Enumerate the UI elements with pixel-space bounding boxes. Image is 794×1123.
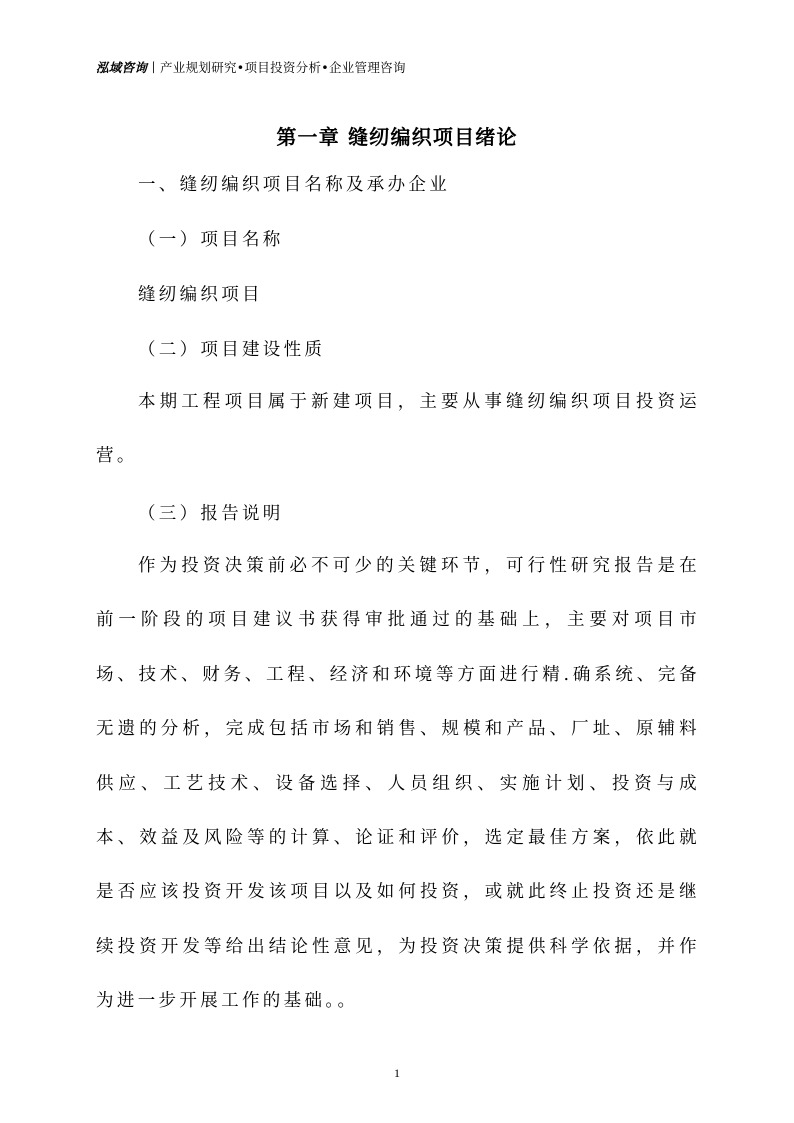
project-name: 缝纫编织项目 xyxy=(138,285,263,305)
section-heading: 一、缝纫编织项目名称及承办企业 xyxy=(138,175,450,195)
subsection-heading-report: （三）报告说明 xyxy=(138,504,284,524)
paragraph-report: 作为投资决策前必不可少的关键环节，可行性研究报告是在前一阶段的项目建议书获得审批通过的基础上，主要对项目市场、技术、财务、工程、经济和环境等方面进行精.确系统、完备无遗的分析，完成包括市场和销售、规模和产品、厂址、原辅料供应、工艺技术、设备选择、人员组织、实施计划、投资与成本、效益及风险等的计算、论证和评价，选定最佳方案，依此就是否应该投资开发该项目以及如何投资，或就此终止投资还是继续投资开发等给出结论性意见，为投资决策提供科学依据，并作为进一步开展工作的基础。。 xyxy=(96,556,700,1012)
paragraph-nature: 本期工程项目属于新建项目，主要从事缝纫编织项目投资运营。 xyxy=(96,392,700,467)
chapter-title: 第一章 缝纫编织项目绪论 xyxy=(276,125,518,149)
page-header xyxy=(96,58,406,76)
subsection-heading-name: （一）项目名称 xyxy=(138,230,284,250)
page-number: 1 xyxy=(394,1066,400,1080)
header-brand: 泓域咨询 xyxy=(96,60,148,75)
subsection-heading-nature: （二）项目建设性质 xyxy=(138,340,326,360)
header-tagline: 丨产业规划研究•项目投资分析•企业管理咨询 xyxy=(147,60,406,75)
